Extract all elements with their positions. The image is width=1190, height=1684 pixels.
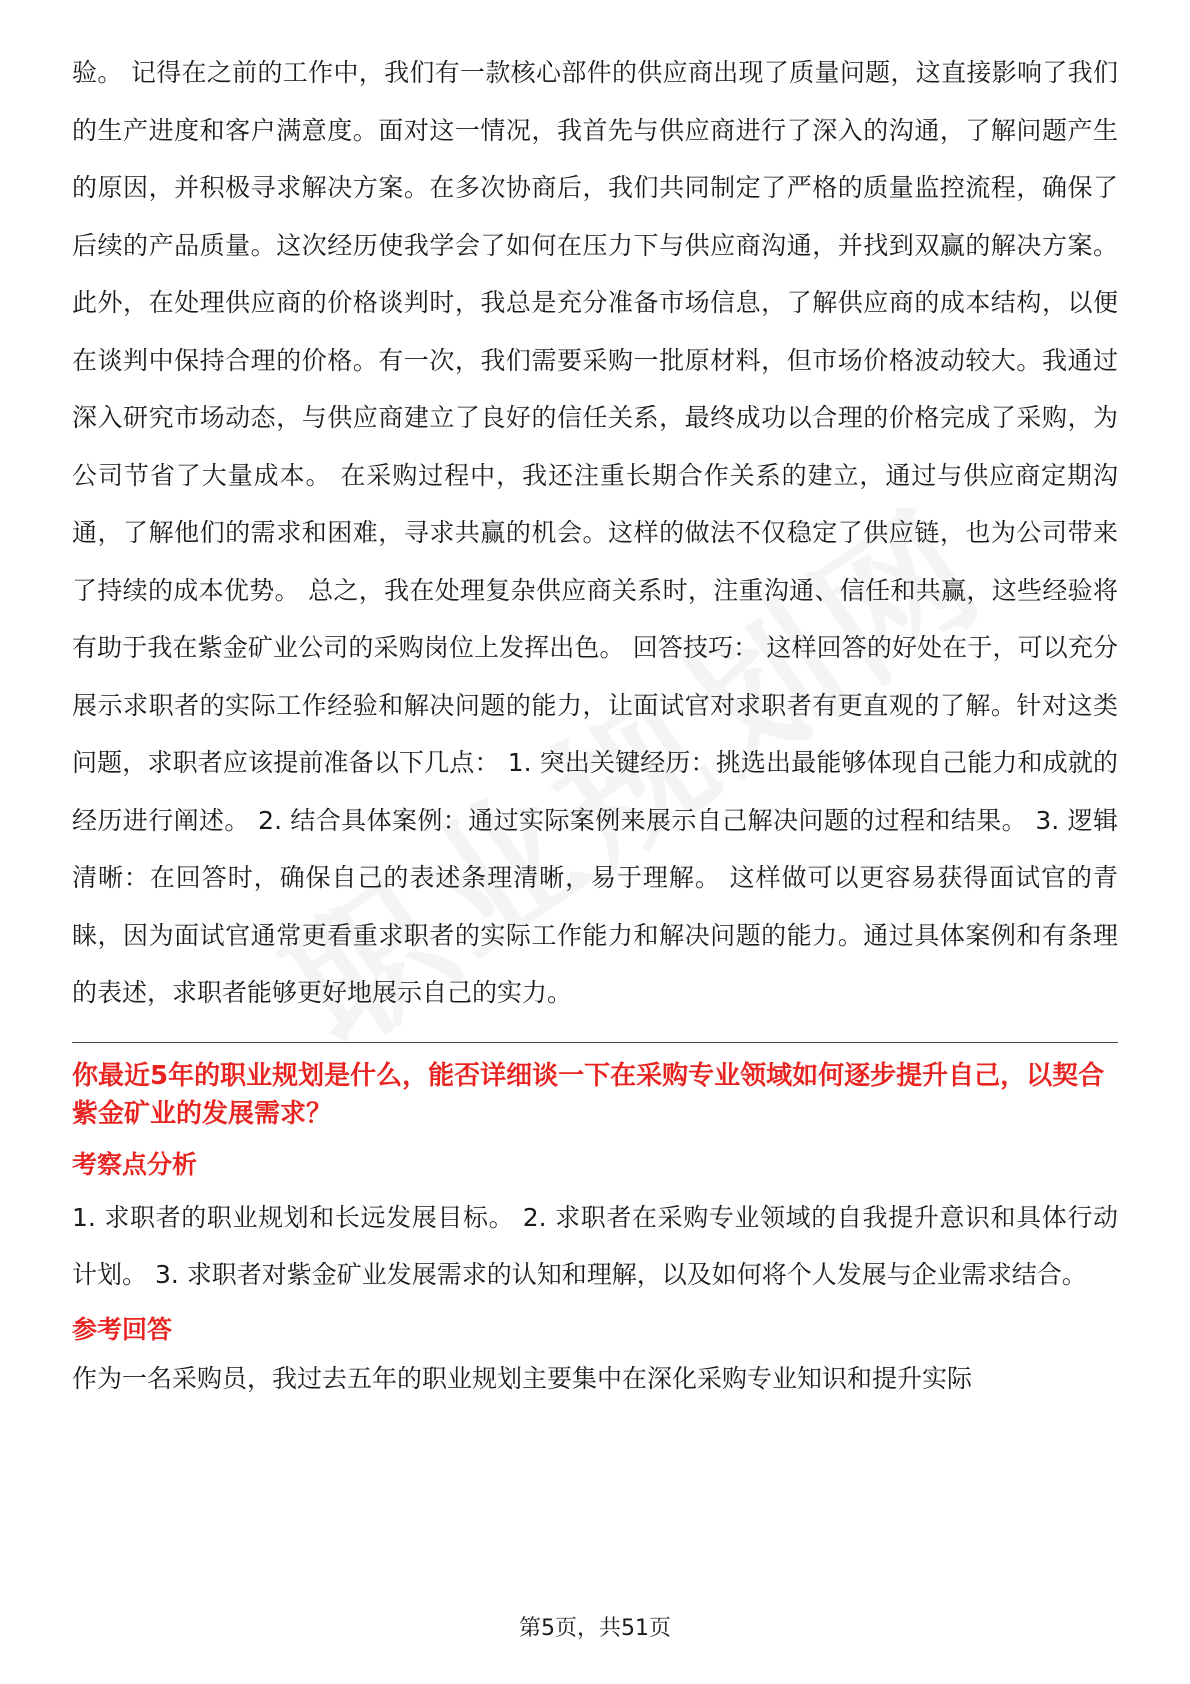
interview-question: 你最近5年的职业规划是什么，能否详细谈一下在采购专业领域如何逐步提升自己，以契合紫金矿业的发展需求？ xyxy=(72,1060,1105,1129)
section-divider xyxy=(72,1042,1118,1043)
answer-text: 作为一名采购员，我过去五年的职业规划主要集中在深化采购专业知识和提升实际 xyxy=(72,1363,973,1393)
previous-answer-continuation: 验。 记得在之前的工作中，我们有一款核心部件的供应商出现了质量问题，这直接影响了我们的生产进度和客户满意度。面对这一情况，我首先与供应商进行了深入的沟通，了解问题产生的原因，并积极寻求解决方案。在多次协商后，我们共同制定了严格的质量监控流程，确保了后续的产品质量。这次经历使我学会了如何在压力下与供应商沟通，并找到双赢的解决方案。 此外，在处理供应商的价格谈判时，我总是充分准备市场信息，了解供应商的成本结构，以便在谈判中保持合理的价格。有一次，我们需要采购一批原材料，但市场价格波动较大。我通过深入研究市场动态，与供应商建立了良好的信任关系，最终成功以合理的价格完成了采购，为公司节省了大量成本。 在采购过程中，我还注重长期合作关系的建立，通过与供应商定期沟通，了解他们的需求和困难，寻求共赢的机会。这样的做法不仅稳定了供应链，也为公司带来了持续的成本优势。 总之，我在处理复杂供应商关系时，注重沟通、信任和共赢，这些经验将有助于我在紫金矿业公司的采购岗位上发挥出色。 回答技巧： 这样回答的好处在于，可以充分展示求职者的实际工作经验和解决问题的能力，让面试官对求职者有更直观的了解。针对这类问题，求职者应该提前准备以下几点： 1. 突出关键经历：挑选出最能够体现自己能力和成就的经历进行阐述。 2. 结合具体案例：通过实际案例来展示自己解决问题的过程和结果。 3. 逻辑清晰：在回答时，确保自己的表述条理清晰，易于理解。 这样做可以更容易获得面试官的青睐，因为面试官通常更看重求职者的实际工作能力和解决问题的能力。通过具体案例和有条理的表述，求职者能够更好地展示自己的实力。 xyxy=(72,58,1118,1007)
page-number-footer: 第5页，共51页 xyxy=(519,1616,671,1641)
analysis-heading: 考察点分析 xyxy=(72,1149,198,1179)
page-content xyxy=(72,44,1118,1407)
answer-heading: 参考回答 xyxy=(72,1314,173,1344)
analysis-text: 1. 求职者的职业规划和长远发展目标。 2. 求职者在采购专业领域的自我提升意识和具体行动计划。 3. 求职者对紫金矿业发展需求的认知和理解，以及如何将个人发展与企业需求结合。 xyxy=(72,1202,1118,1289)
